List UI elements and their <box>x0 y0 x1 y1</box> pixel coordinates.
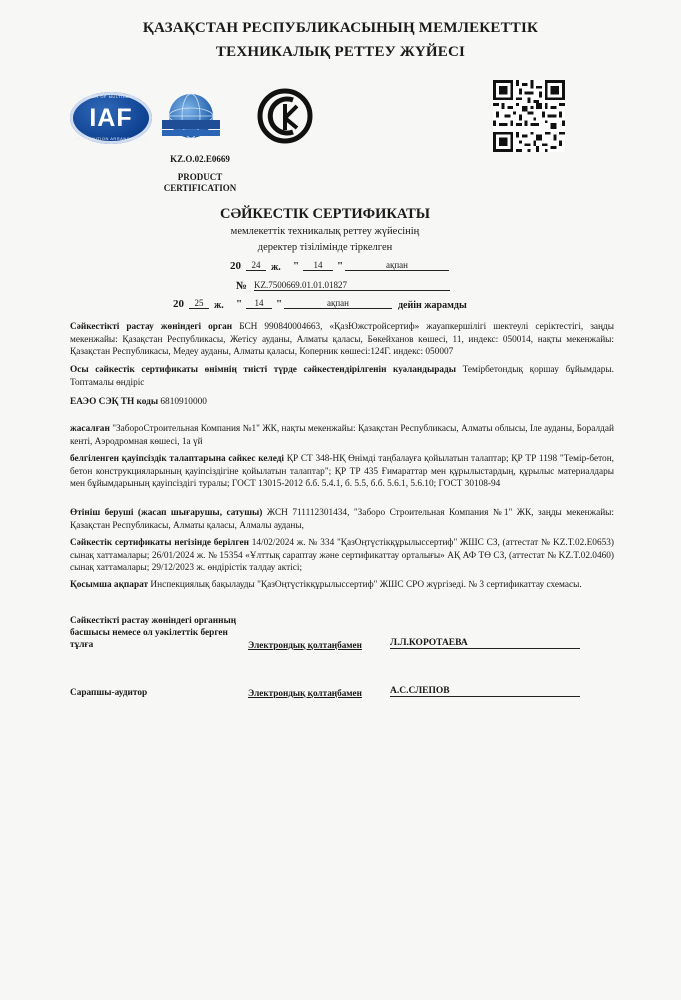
basis-label: Сәйкестік сертификаты негізінде берілген <box>70 538 249 548</box>
certification-body-label: Сәйкестікті растау жөніндегі орган <box>70 322 233 332</box>
additional-info-section <box>70 579 614 592</box>
valid-year-label: ж. <box>214 300 224 311</box>
valid-day: 14 <box>246 298 272 309</box>
tnved-code: 6810910000 <box>160 397 207 407</box>
product-certification-line-2: CERTIFICATION <box>163 183 237 193</box>
requirements-text: ҚР СТ 348-НҚ Өнімді таңбалауға қойылатын талаптар; ҚР ТР 1198 "Темір-бетон, бетон конструкцияларының қауіпсіздігіне қойылатын талаптар"; ҚР ТР 435 Ғимараттар мен құрылыстардың, құрылыс материалдары мен бұйымдарының қауіпсіздігі туралы; ГОСТ 13015-2012 б.б. 5.4.1, б. 5.5, б.б. 5.6.1, 5.6.10; ГОСТ 30108-94 <box>70 454 615 490</box>
reg-month: ақпан <box>345 260 449 271</box>
valid-month: ақпан <box>284 298 392 309</box>
manufacturer-section <box>70 423 614 448</box>
expert-name: А.С.СЛЕПОВ <box>390 686 580 697</box>
basis-text: 14/02/2024 ж. № 334 "ҚазОңтүстікқұрылыссертиф" ЖШС СЗ, (аттестат № KZ.T.02.E0653) сынақ хаттамалары; 26/01/2024 ж. № 15354 «Ұлттық сараптау және сертификаттау орталығы» АҚ АФ ТӨ СЗ, (аттестат № KZ.T.02.0460) сынақ хаттамалары; 29/12/2023 ж. өндірістік талдау актісі; <box>70 538 614 574</box>
iaf-logo-ring-top: MEMBER OF MULTILATERAL <box>78 94 144 99</box>
kz-conformity-mark-icon <box>257 88 313 144</box>
certificate-title: СӘЙКЕСТІК СЕРТИФИКАТЫ <box>219 206 431 222</box>
certificate-subtitle-2: деректер тізілімінде тіркелген <box>257 242 393 253</box>
product-text: Темірбетондық қоршау бұйымдары. Топтамалы өндіріс <box>70 365 615 388</box>
product-certification-line-1: PRODUCT <box>177 172 223 182</box>
header-line-2: ТЕХНИКАЛЫҚ РЕТТЕУ ЖҮЙЕСІ <box>215 44 466 60</box>
accreditation-globe-icon <box>156 90 226 146</box>
tnved-label: ЕАЭО СЭҚ ТН коды <box>70 397 159 407</box>
reg-quote-open: " <box>293 260 300 272</box>
iaf-logo-ring-bottom: RECOGNITION ARRANGEMENT <box>75 136 147 141</box>
header-line-1: ҚАЗАҚСТАН РЕСПУБЛИКАСЫНЫҢ МЕМЛЕКЕТТІК <box>142 20 539 36</box>
reg-year: 24 <box>246 260 266 271</box>
reg-year-label: ж. <box>271 262 281 273</box>
iaf-logo-text: IAF <box>89 104 133 132</box>
head-signatory-role-line-1: Сәйкестікті растау жөніндегі органның <box>70 616 237 626</box>
certificate-subtitle-1: мемлекеттік техникалық реттеу жүйесінің <box>230 226 420 237</box>
product-section <box>70 364 614 389</box>
expert-electronic-signature: Электрондық қолтаңбамен <box>248 688 362 698</box>
requirements-section <box>70 453 614 491</box>
valid-quote-close: " <box>276 298 283 310</box>
basis-section <box>70 537 614 575</box>
valid-century: 20 <box>173 298 184 310</box>
head-signatory-role-line-3: тұлға <box>70 640 94 650</box>
applicant-label: Өтініш беруші (жасап шығарушы, сатушы) <box>70 508 263 518</box>
head-signatory-name: Л.Л.КОРОТАЕВА <box>390 638 580 649</box>
applicant-section <box>70 507 614 532</box>
head-signatory-role-line-2: басшысы немесе ол уәкілеттік берген <box>70 628 228 638</box>
valid-quote-open: " <box>236 298 243 310</box>
manufacturer-text: "ЗабороСтроительная Компания №1" ЖК, нақты мекенжайы: Қазақстан Республикасы, Алматы облысы, Іле ауданы, Боралдай кенті, Аэродромная көшесі, 1а үй <box>70 424 614 447</box>
additional-info-label: Қосымша ақпарат <box>70 580 149 590</box>
requirements-label: белгіленген қауіпсіздік талаптарына сәйкес келеді <box>70 454 285 464</box>
additional-info-text: Инспекциялық бақылауды "ҚазОңтүстікқұрылыссертиф" ЖШС СРО жүргізеді. № 3 сертификаттау схемасы. <box>150 580 582 590</box>
head-signatory-role <box>70 615 260 651</box>
expert-role: Сарапшы-аудитор <box>70 688 148 698</box>
reg-day: 14 <box>303 260 333 271</box>
manufacturer-label: жасалған <box>70 424 110 434</box>
applicant-text: ЖСН 711112301434, "Заборо Строительная Компания №1" ЖК, заңды мекенжайы: Қазақстан Республикасы, Алматы қаласы, Алмалы ауданы, <box>70 508 615 531</box>
valid-year: 25 <box>189 298 209 309</box>
iaf-logo <box>70 92 152 144</box>
certification-body-section <box>70 321 614 359</box>
product-label: Осы сәйкестік сертификаты өнімнің тиісті түрде сәйкестендірілгенін куәландырады <box>70 365 456 375</box>
certification-body-text: БСН 990840004663, «ҚазЮжстройсертиф» жауапкершілігі шектеулі серіктестігі, заңды мекенжайы: Қазақстан Республикасы, Жетісу ауданы, Алматы қаласы, Бөкейханов көшесі, 11, индекс: 050014, нақты мекенжайы: Қазақстан Республикасы, Медеу ауданы, Алматы қаласы, Коперник көшесі:124Г. индекс: 050007 <box>70 322 615 358</box>
reg-century: 20 <box>230 260 241 272</box>
reg-quote-close: " <box>337 260 344 272</box>
registry-code: KZ.O.02.E0669 <box>170 154 230 164</box>
valid-until-label: дейін жарамды <box>398 300 467 311</box>
tnved-section <box>70 396 614 409</box>
number-symbol: № <box>236 280 248 292</box>
product-certification-label <box>140 172 260 194</box>
head-electronic-signature: Электрондық қолтаңбамен <box>248 640 362 650</box>
certificate-number: KZ.7500669.01.01.01827 <box>254 280 450 291</box>
qr-code-icon[interactable] <box>493 80 565 152</box>
